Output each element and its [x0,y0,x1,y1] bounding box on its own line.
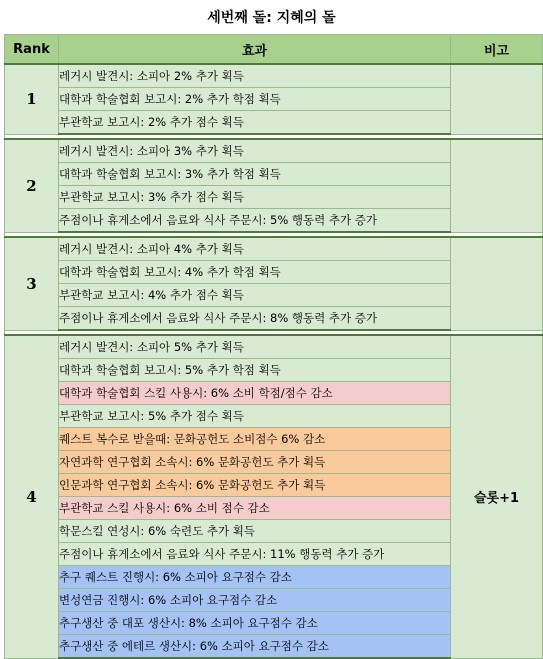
note-cell [451,237,543,330]
effect-cell: 대학과 학술협회 보고시: 4% 추가 학점 획득 [59,261,451,284]
effect-cell: 레거시 발견시: 소피아 2% 추가 획득 [59,64,451,88]
rank-cell: 2 [5,139,59,232]
effect-cell: 주점이나 휴게소에서 음료와 식사 주문시: 5% 행동력 추가 증가 [59,209,451,233]
header-effect: 효과 [59,35,451,65]
header-note: 비고 [451,35,543,65]
note-cell [451,64,543,134]
rank-cell: 3 [5,237,59,330]
effect-cell: 대학과 학술협회 보고시: 3% 추가 학점 획득 [59,163,451,186]
rank-cell: 1 [5,64,59,134]
effect-cell: 레거시 발견시: 소피아 4% 추가 획득 [59,237,451,261]
effect-cell: 추구생산 중 대포 생산시: 8% 소피아 요구점수 감소 [59,612,451,635]
effect-cell: 추구 퀘스트 진행시: 6% 소피아 요구점수 감소 [59,566,451,589]
rank-table [4,34,543,659]
effect-cell: 주점이나 휴게소에서 음료와 식사 주문시: 8% 행동력 추가 증가 [59,307,451,331]
effect-cell: 변성연금 진행시: 6% 소피아 요구점수 감소 [59,589,451,612]
table-row [5,139,543,163]
effect-cell: 주점이나 휴게소에서 음료와 식사 주문시: 11% 행동력 추가 증가 [59,543,451,566]
effect-cell: 레거시 발견시: 소피아 5% 추가 획득 [59,335,451,359]
effect-cell: 부관학교 보고시: 5% 추가 점수 획득 [59,405,451,428]
effect-cell: 학문스킬 연성시: 6% 숙련도 추가 획득 [59,520,451,543]
effect-cell: 대학과 학술협회 보고시: 2% 추가 학점 획득 [59,88,451,111]
table-body [5,64,543,658]
effect-cell: 부관학교 보고시: 3% 추가 점수 획득 [59,186,451,209]
effect-cell: 부관학교 보고시: 2% 추가 점수 획득 [59,111,451,135]
header-row [5,35,543,65]
effect-cell: 부관학교 스킬 사용시: 6% 소비 점수 감소 [59,497,451,520]
effect-cell: 인문과학 연구협회 소속시: 6% 문화공헌도 추가 획득 [59,474,451,497]
sheet-title: 세번째 돌: 지혜의 돌 [207,10,336,26]
table-row [5,64,543,88]
note-cell [451,139,543,232]
effect-cell: 추구생산 중 에테르 생산시: 6% 소피아 요구점수 감소 [59,635,451,659]
table-row [5,237,543,261]
table-row [5,335,543,359]
effect-cell: 대학과 학술협회 보고시: 5% 추가 학점 획득 [59,359,451,382]
rank-cell: 4 [5,335,59,658]
effect-cell: 대학과 학술협회 스킬 사용시: 6% 소비 학점/점수 감소 [59,382,451,405]
header-rank: Rank [5,35,59,65]
effect-cell: 부관학교 보고시: 4% 추가 점수 획득 [59,284,451,307]
note-cell: 슬롯+1 [451,335,543,658]
effect-cell: 퀘스트 복수로 받을때: 문화공헌도 소비점수 6% 감소 [59,428,451,451]
effect-cell: 레거시 발견시: 소피아 3% 추가 획득 [59,139,451,163]
effect-cell: 자연과학 연구협회 소속시: 6% 문화공헌도 추가 획득 [59,451,451,474]
